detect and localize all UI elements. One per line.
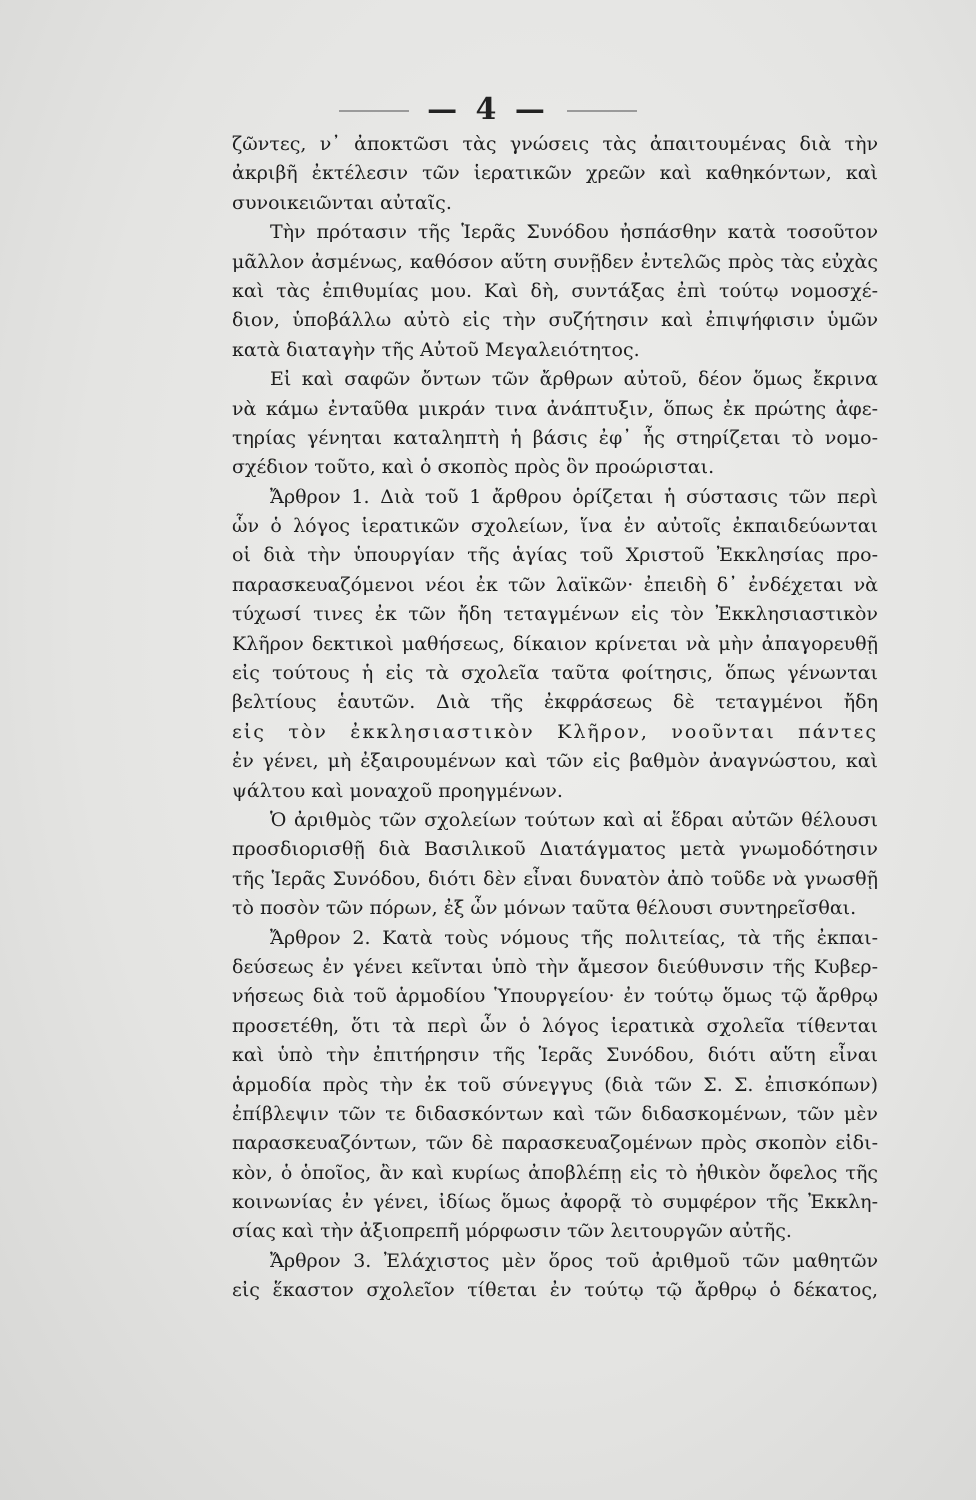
text-line: καὶ τὰς ἐπιθυμίας μου. Καὶ δὴ, συντάξας ἐπὶ τούτῳ νομοσχέ- <box>232 279 878 302</box>
text-line: σχέδιον τοῦτο, καὶ ὁ σκοπὸς πρὸς ὃν προώρισται. <box>232 456 715 479</box>
text-line: ἁρμοδία πρὸς τὴν ἐκ τοῦ σύνεγγυς (διὰ τῶν Σ. Σ. ἐπισκόπων) <box>232 1073 878 1096</box>
text-line: διον, ὑποβάλλω αὐτὸ εἰς τὴν συζήτησιν καὶ ἐπιψήφισιν ὑμῶν <box>232 309 878 332</box>
paragraph-start: Εἰ καὶ σαφῶν ὄντων τῶν ἄρθρων αὐτοῦ, δέον ὅμως ἔκρινα <box>270 368 878 391</box>
text-line: βελτίους ἑαυτῶν. Διὰ τῆς ἐκφράσεως δὲ τεταγμένοι ἤδη <box>232 691 878 714</box>
paragraph-start: Ὁ ἀριθμὸς τῶν σχολείων τούτων καὶ αἱ ἕδραι αὐτῶν θέλουσι <box>270 808 878 831</box>
text-line: καὶ ὑπὸ τὴν ἐπιτήρησιν τῆς Ἱερᾶς Συνόδου, διότι αὕτη εἶναι <box>232 1044 878 1067</box>
text-line: σίας καὶ τὴν ἀξιοπρεπῆ μόρφωσιν τῶν λειτουργῶν αὐτῆς. <box>232 1220 792 1243</box>
text-line: ἐπίβλεψιν τῶν τε διδασκόντων καὶ τῶν διδασκομένων, τῶν μὲν <box>232 1102 878 1125</box>
paragraph-start: Τὴν πρότασιν τῆς Ἱερᾶς Συνόδου ἠσπάσθην κατὰ τοσοῦτον <box>270 221 878 244</box>
text-line: νὰ κάμω ἐνταῦθα μικράν τινα ἀνάπτυξιν, ὅπως ἐκ πρώτης ἀφε- <box>232 397 878 420</box>
text-line: προσδιορισθῇ διὰ Βασιλικοῦ Διατάγματος μετὰ γνωμοδότησιν <box>232 838 878 861</box>
text-line: τὸ ποσὸν τῶν πόρων, ἐξ ὧν μόνων ταῦτα θέλουσι συντηρεῖσθαι. <box>232 897 857 920</box>
text-line: ἐν γένει, μὴ ἐξαιρουμένων καὶ τῶν εἰς βαθμὸν ἀναγνώστου, καὶ <box>232 750 878 773</box>
text-line: δεύσεως ἐν γένει κεῖνται ὑπὸ τὴν ἄμεσον διεύθυνσιν τῆς Κυβερ- <box>232 955 878 978</box>
text-line: κὸν, ὁ ὁποῖος, ἂν καὶ κυρίως ἀποβλέπῃ εἰς τὸ ἠθικὸν ὄφελος τῆς <box>232 1161 878 1184</box>
body-text <box>232 130 878 1306</box>
text-line: ὧν ὁ λόγος ἱερατικῶν σχολείων, ἵνα ἐν αὐτοῖς ἐκπαιδεύωνται <box>232 515 878 538</box>
article-3-heading-line: Ἄρθρον 3. Ἐλάχιστος μὲν ὅρος τοῦ ἀριθμοῦ τῶν μαθητῶν <box>270 1249 878 1272</box>
text-line: ἀκριβῆ ἐκτέλεσιν τῶν ἱερατικῶν χρεῶν καὶ καθηκόντων, καὶ <box>232 162 878 185</box>
article-1-heading-line: Ἄρθρον 1. Διὰ τοῦ 1 ἄρθρου ὁρίζεται ἡ σύστασις τῶν περὶ <box>270 485 878 508</box>
text-line: εἰς τούτους ἡ εἰς τὰ σχολεῖα ταῦτα φοίτησις, ὅπως γένωνται <box>232 662 878 685</box>
text-line: συνοικειῶνται αὐταῖς. <box>232 191 452 214</box>
text-line: κοινωνίας ἐν γένει, ἰδίως ὅμως ἀφορᾷ τὸ συμφέρον τῆς Ἐκκλη- <box>232 1191 878 1214</box>
spaced-emphasis-line: εἰς τὸν ἐκκλησιαστικὸν Κλῆρον, νοοῦνται πάντες <box>232 720 878 743</box>
text-line: ζῶντες, ν᾽ ἀποκτῶσι τὰς γνώσεις τὰς ἀπαιτουμένας διὰ τὴν <box>232 133 878 155</box>
text-line: μᾶλλον ἀσμένως, καθόσον αὕτη συνῇδεν ἐντελῶς πρὸς τὰς εὐχὰς <box>232 250 878 273</box>
text-line: κατὰ διαταγὴν τῆς Αὐτοῦ Μεγαλειότητος. <box>232 338 640 361</box>
text-line: εἰς ἕκαστον σχολεῖον τίθεται ἐν τούτῳ τῷ ἄρθρῳ ὁ δέκατος, <box>232 1279 878 1302</box>
text-line: νήσεως διὰ τοῦ ἁρμοδίου Ὑπουργείου· ἐν τούτῳ ὅμως τῷ ἄρθρῳ <box>232 985 878 1008</box>
text-line: τηρίας γένηται καταληπτὴ ἡ βάσις ἐφ᾽ ἧς στηρίζεται τὸ νομο- <box>232 426 878 449</box>
article-2-heading-line: Ἄρθρον 2. Κατὰ τοὺς νόμους τῆς πολιτείας, τὰ τῆς ἐκπαι- <box>270 926 878 949</box>
text-line: Κλῆρον δεκτικοὶ μαθήσεως, δίκαιον κρίνεται νὰ μὴν ἀπαγορευθῇ <box>232 632 878 655</box>
text-line: τύχωσί τινες ἐκ τῶν ἤδη τεταγμένων εἰς τὸν Ἐκκλησιαστικὸν <box>232 603 878 626</box>
text-line: προσετέθη, ὅτι τὰ περὶ ὧν ὁ λόγος ἱερατικὰ σχολεῖα τίθενται <box>232 1014 878 1037</box>
text-line: τῆς Ἱερᾶς Συνόδου, διότι δὲν εἶναι δυνατὸν ἀπὸ τοῦδε νὰ γνωσθῇ <box>232 867 878 890</box>
text-line: ψάλτου καὶ μοναχοῦ προηγμένων. <box>232 779 563 802</box>
text-line: οἱ διὰ τὴν ὑπουργίαν τῆς ἁγίας τοῦ Χριστοῦ Ἐκκλησίας προ- <box>232 544 878 567</box>
text-line: παρασκευαζόμενοι νέοι ἐκ τῶν λαϊκῶν· ἐπειδὴ δ᾽ ἐνδέχεται νὰ <box>232 573 878 596</box>
page-header: — 4 — <box>0 92 976 127</box>
text-line: παρασκευαζόντων, τῶν δὲ παρασκευαζομένων πρὸς σκοπὸν εἰδι- <box>232 1132 878 1155</box>
